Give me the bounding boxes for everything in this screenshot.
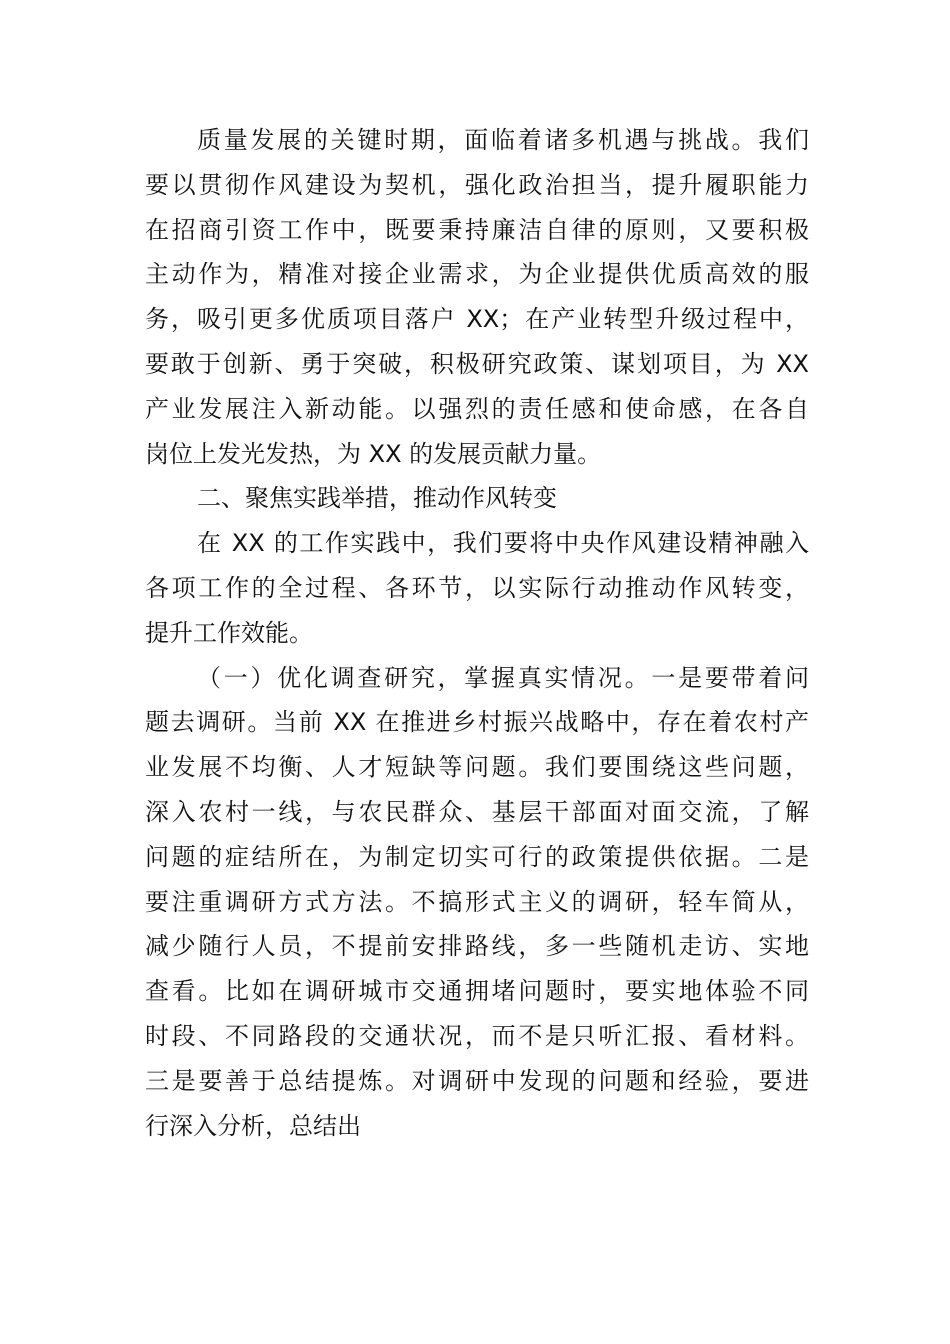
document-body [145,118,809,1148]
paragraph-line: 在招商引资工作中，既要秉持廉洁自律的原则，又要积极 [145,215,809,244]
paragraph-line: 要以贯彻作风建设为契机，强化政治担当，提升履职能力 [145,170,809,199]
paragraph-line: 问题的症结所在，为制定切实可行的政策提供依据。二是 [145,842,809,871]
paragraph-line: 业发展不均衡、人才短缺等问题。我们要围绕这些问题， [145,753,809,782]
paragraph-line: 提升工作效能。 [145,618,313,647]
paragraph-line: 务，吸引更多优质项目落户 XX；在产业转型升级过程中， [145,305,809,334]
paragraph-line: 查看。比如在调研城市交通拥堵问题时，要实地体验不同 [145,977,809,1006]
paragraph-line: 岗位上发光发热，为 XX 的发展贡献力量。 [145,439,602,468]
paragraph-line: 题去调研。当前 XX 在推进乡村振兴战略中，存在着农村产 [145,708,809,737]
paragraph-line: 行深入分析，总结出 [145,1111,361,1140]
paragraph-line: 三是要善于总结提炼。对调研中发现的问题和经验，要进 [145,1066,809,1095]
paragraph-line: 主动作为，精准对接企业需求，为企业提供优质高效的服 [145,260,809,289]
paragraph-line: 深入农村一线，与农民群众、基层干部面对面交流，了解 [145,797,809,826]
paragraph-line: 产业发展注入新动能。以强烈的责任感和使命感，在各自 [145,394,809,423]
paragraph-line: 要敢于创新、勇于突破，积极研究政策、谋划项目，为 XX [145,349,809,378]
section-heading: 二、聚焦实践举措，推动作风转变 [197,484,557,513]
paragraph-line: 减少随行人员，不提前安排路线，多一些随机走访、实地 [145,932,809,961]
paragraph-line: 要注重调研方式方法。不搞形式主义的调研，轻车简从， [145,887,809,916]
paragraph-line: 在 XX 的工作实践中，我们要将中央作风建设精神融入 [197,529,809,558]
paragraph-line: 时段、不同路段的交通状况，而不是只听汇报、看材料。 [145,1021,809,1050]
paragraph-line: 质量发展的关键时期，面临着诸多机遇与挑战。我们 [197,126,809,154]
paragraph-line: 各项工作的全过程、各环节，以实际行动推动作风转变， [145,573,809,602]
paragraph-line: （一）优化调查研究，掌握真实情况。一是要带着问 [197,663,809,692]
